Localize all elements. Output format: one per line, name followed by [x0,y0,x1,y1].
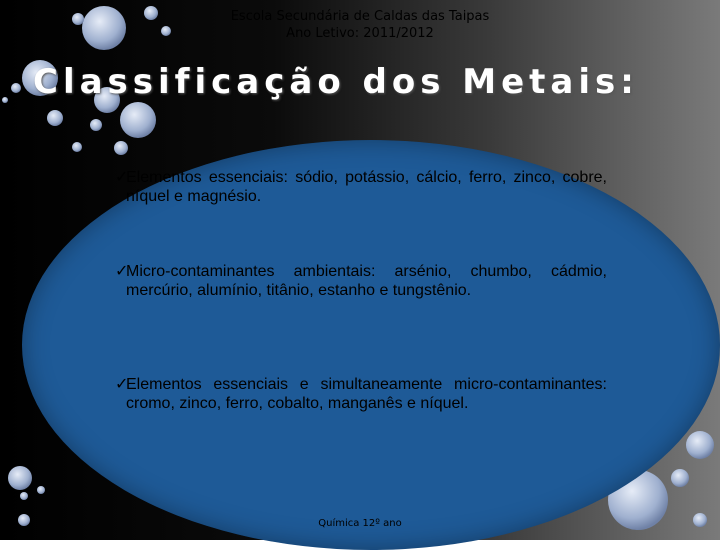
item-elements: arsénio, chumbo, cádmio, mercúrio, alumínio, titânio, estanho e tungstênio. [126,263,607,299]
item-label: Micro-contaminantes ambientais: [126,263,395,280]
item-elements: sódio, potássio, cálcio, ferro, zinco, cobre, níquel e magnésio. [126,169,607,205]
checkmark-icon: ✓ [115,376,129,393]
item-text [115,168,607,206]
checkmark-icon: ✓ [115,169,129,186]
item-elements: cromo, zinco, ferro, cobalto, manganês e níquel. [126,395,469,412]
header [0,8,720,42]
school-name: Escola Secundária de Caldas das Taipas [230,9,490,24]
list-item-micro-contaminants [115,262,607,300]
checkmark-icon: ✓ [115,263,129,280]
list-item-essential [115,168,607,206]
slide-title: Classificação dos Metais: [33,62,639,102]
item-text [115,262,607,300]
school-year: Ano Letivo: 2011/2012 [286,26,434,41]
item-label: Elementos essenciais e simultaneamente micro-contaminantes: [126,376,607,393]
item-label: Elementos essenciais: [126,169,296,186]
list-item-essential-and-micro [115,375,607,413]
item-text [115,375,607,413]
footer-text: Química 12º ano [318,518,402,529]
